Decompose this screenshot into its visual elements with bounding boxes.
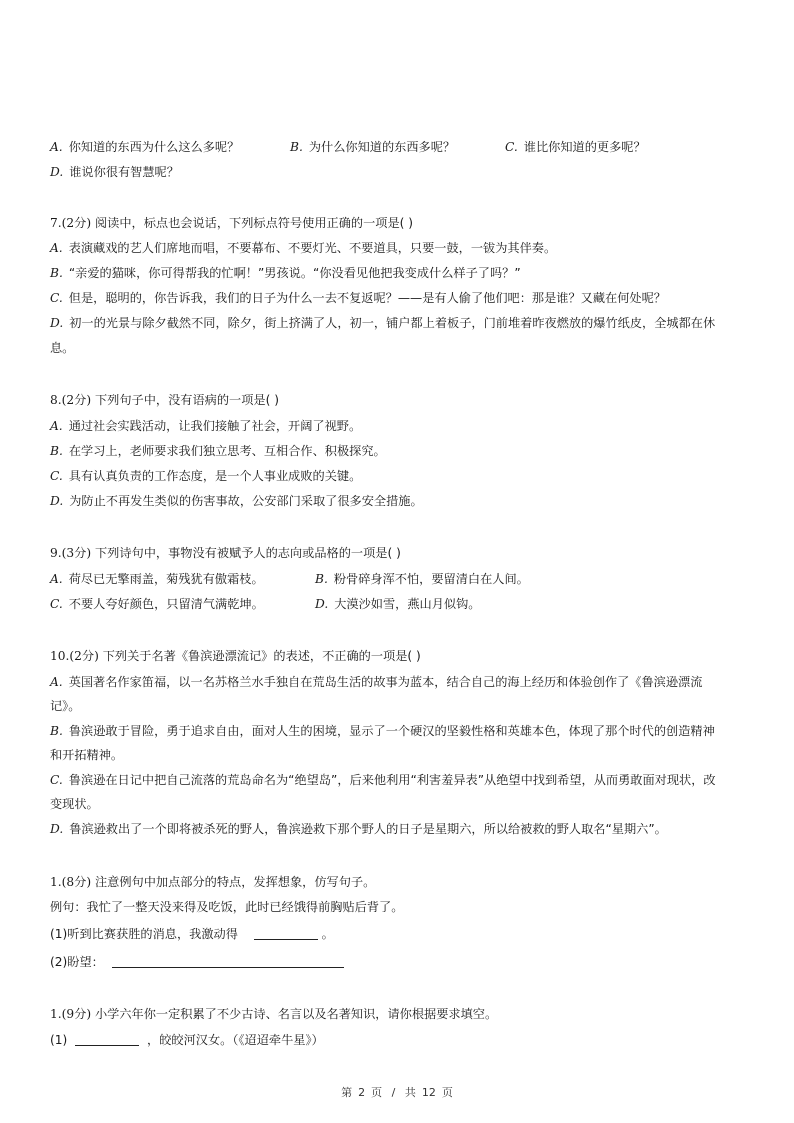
option-text: “亲爱的猫咪，你可得帮我的忙啊！”男孩说。“你没看见他把我变成什么样子了吗？”	[68, 266, 521, 280]
option-key: D.	[50, 494, 64, 508]
question-points: (9分)	[61, 1007, 92, 1021]
answer-blank[interactable]	[75, 1033, 139, 1046]
item-text: (2)盼望：	[50, 955, 104, 969]
option-key: C.	[50, 291, 63, 305]
footer-total-prefix: 共	[404, 1086, 416, 1099]
q6-option-b	[290, 139, 455, 155]
option-text: 记》。	[50, 699, 81, 713]
q8-option-a	[50, 418, 361, 434]
q10-option-d	[50, 821, 667, 837]
option-key: C.	[505, 140, 518, 154]
q11-stem	[50, 874, 375, 890]
option-text: 变现状。	[50, 797, 99, 811]
answer-blank[interactable]	[254, 927, 318, 940]
q10-option-c-cont	[50, 796, 99, 812]
option-text: 英国著名作家笛福，以一名苏格兰水手独自在荒岛生活的故事为蓝本，结合自己的海上经历和体验创作了《鲁滨逊漂流	[68, 675, 703, 689]
option-text: 通过社会实践活动，让我们接触了社会，开阔了视野。	[68, 419, 362, 433]
question-stem: 下列关于名著《鲁滨逊漂流记》的表述，不正确的一项是( )	[102, 649, 421, 663]
option-text: 谁比你知道的更多呢？	[523, 140, 646, 154]
q10-option-a-cont	[50, 698, 80, 714]
option-text: 鲁滨逊敢于冒险，勇于追求自由，面对人生的困境，显示了一个硬汉的坚毅性格和英雄本色，体现了那个时代的创造精神	[68, 724, 715, 738]
option-key: A.	[50, 419, 63, 433]
option-text: 大漠沙如雪，燕山月似钩。	[334, 597, 481, 611]
question-stem: 注意例句中加点部分的特点，发挥想象，仿写句子。	[94, 875, 376, 889]
q6-option-c	[505, 139, 646, 155]
option-key: A.	[50, 572, 63, 586]
q6-option-a	[50, 139, 239, 155]
option-key: B.	[315, 572, 328, 586]
question-number: 8.	[50, 393, 62, 407]
item-end: 。	[321, 927, 334, 941]
option-text: 在学习上，老师要求我们独立思考、互相合作、积极探究。	[68, 444, 386, 458]
q11-item-1	[50, 926, 334, 942]
q7-stem	[50, 215, 413, 231]
option-key: D.	[50, 165, 64, 179]
q8-option-d	[50, 493, 423, 509]
q9-option-a	[50, 571, 264, 587]
option-key: D.	[50, 822, 64, 836]
question-points: (2分)	[61, 216, 92, 230]
q12-item-1	[50, 1032, 324, 1048]
q7-option-a	[50, 240, 556, 256]
q10-option-b-cont	[50, 747, 123, 763]
q10-option-c	[50, 772, 716, 788]
option-text: 为防止不再发生类似的伤害事故，公安部门采取了很多安全措施。	[69, 494, 423, 508]
item-text: ，皎皎河汉女。（《迢迢牵牛星》）	[147, 1033, 324, 1047]
option-key: D.	[50, 316, 64, 330]
question-stem: 下列句子中，没有语病的一项是( )	[94, 393, 279, 407]
q11-item-2	[50, 954, 344, 970]
option-text: 初一的光景与除夕截然不同，除夕，街上挤满了人，初一，铺户都上着板子，门前堆着昨夜燃放的爆竹纸皮，全城都在休	[69, 316, 716, 330]
option-key: D.	[315, 597, 329, 611]
option-key: A.	[50, 675, 63, 689]
option-key: C.	[50, 773, 63, 787]
option-key: B.	[50, 444, 63, 458]
q10-option-a	[50, 674, 702, 690]
q8-option-b	[50, 443, 386, 459]
question-number: 1.	[50, 1007, 62, 1021]
option-text: 你知道的东西为什么这么多呢？	[68, 140, 240, 154]
option-key: A.	[50, 140, 63, 154]
option-key: B.	[50, 266, 63, 280]
q7-option-c	[50, 290, 666, 306]
option-key: B.	[50, 724, 63, 738]
q7-option-d-cont	[50, 340, 74, 356]
q9-option-d	[315, 596, 480, 612]
option-text: 具有认真负责的工作态度，是一个人事业成败的关键。	[68, 469, 362, 483]
q6-option-d	[50, 164, 179, 180]
item-prefix: (1)	[50, 1033, 68, 1047]
option-text: 表演藏戏的艺人们席地而唱，不要幕布、不要灯光、不要道具，只要一鼓，一钹为其伴奏。	[68, 241, 557, 255]
page-footer	[0, 1084, 794, 1100]
answer-blank[interactable]	[112, 955, 344, 968]
option-key: A.	[50, 241, 63, 255]
footer-current-page: 2	[358, 1086, 366, 1099]
q12-stem	[50, 1006, 497, 1022]
question-number: 10.	[50, 649, 70, 663]
option-text: 为什么你知道的东西多呢？	[308, 140, 456, 154]
option-text: 不要人夸好颜色，只留清气满乾坤。	[68, 597, 264, 611]
question-points: (3分)	[61, 546, 92, 560]
option-key: C.	[50, 469, 63, 483]
option-text: 鲁滨逊在日记中把自己流落的荒岛命名为“绝望岛”，后来他利用“利害羞异表”从绝望中找到希望，从而勇敢面对现状，改	[68, 773, 716, 787]
option-text: 但是，聪明的，你告诉我，我们的日子为什么一去不复返呢？——是有人偷了他们吧：那是谁？又藏在何处呢？	[68, 291, 666, 305]
question-points: (8分)	[61, 875, 92, 889]
option-text: 粉骨碎身浑不怕，要留清白在人间。	[333, 572, 529, 586]
question-stem: 下列诗句中，事物没有被赋予人的志向或品格的一项是( )	[94, 546, 401, 560]
q7-option-b	[50, 265, 521, 281]
footer-separator: /	[391, 1086, 396, 1099]
option-text: 和开拓精神。	[50, 748, 124, 762]
option-text: 息。	[50, 341, 75, 355]
question-stem: 小学六年你一定积累了不少古诗、名言以及名著知识，请你根据要求填空。	[94, 1007, 498, 1021]
footer-total-pages: 12	[421, 1086, 436, 1099]
q8-option-c	[50, 468, 361, 484]
footer-prefix: 第	[341, 1086, 353, 1099]
footer-page-word: 页	[371, 1086, 383, 1099]
footer-total-suffix: 页	[441, 1086, 453, 1099]
item-text: (1)听到比赛获胜的消息，我激动得	[50, 927, 238, 941]
question-number: 1.	[50, 875, 62, 889]
question-points: (2分)	[61, 393, 92, 407]
option-text: 荷尽已无擎雨盖，菊残犹有傲霜枝。	[68, 572, 264, 586]
question-number: 7.	[50, 216, 62, 230]
q9-option-c	[50, 596, 264, 612]
q10-stem	[50, 648, 421, 664]
option-key: C.	[50, 597, 63, 611]
q10-option-b	[50, 723, 715, 739]
q11-example: 例句：我忙了一整天没来得及吃饭，此时已经饿得前胸贴后背了。	[50, 900, 404, 914]
q9-option-b	[315, 571, 529, 587]
option-text: 谁说你很有智慧呢？	[69, 165, 179, 179]
option-text: 鲁滨逊救出了一个即将被杀死的野人，鲁滨逊救下那个野人的日子是星期六，所以给被救的野人取名“星期六”。	[69, 822, 667, 836]
question-number: 9.	[50, 546, 62, 560]
question-stem: 阅读中，标点也会说话，下列标点符号使用正确的一项是( )	[94, 216, 414, 230]
q8-stem	[50, 392, 279, 408]
q9-stem	[50, 545, 401, 561]
question-points: (2分)	[69, 649, 99, 663]
q7-option-d	[50, 315, 715, 331]
option-key: B.	[290, 140, 303, 154]
